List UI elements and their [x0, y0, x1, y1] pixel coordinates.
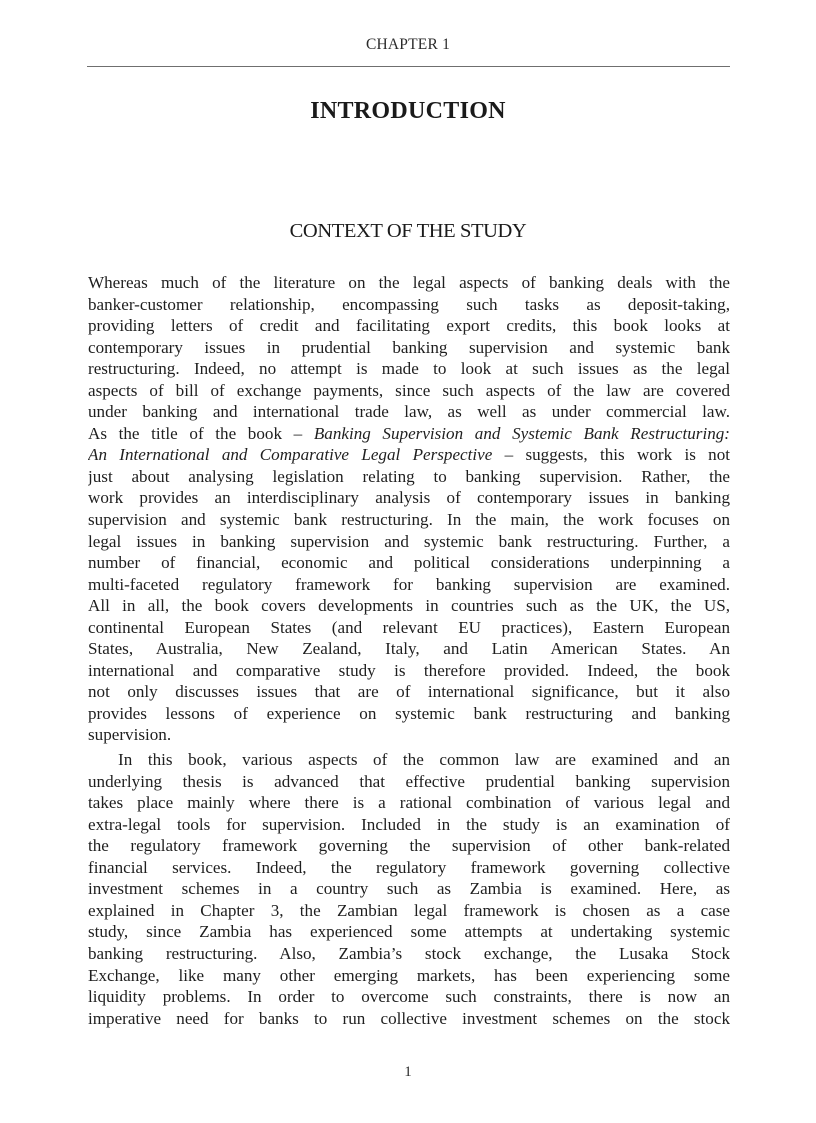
text-line: liquidity problems. In order to overcome such constraints, there is now an — [88, 987, 730, 1007]
text-line: Whereas much of the literature on the legal aspects of banking deals with the — [88, 273, 730, 292]
body-text — [88, 272, 730, 1029]
section-title: CONTEXT OF THE STUDY — [289, 220, 527, 242]
text-line: continental European States (and relevant EU practices), Eastern European — [88, 617, 730, 637]
text-line: multi-faceted regulatory framework for banking supervision are examined. — [88, 574, 730, 594]
text-line: takes place mainly where there is a rational combination of various legal and — [88, 793, 730, 813]
chapter-title: INTRODUCTION — [310, 98, 506, 124]
page-number: 1 — [404, 1064, 412, 1080]
text-line: financial services. Indeed, the regulatory framework governing collective — [88, 857, 730, 877]
text-line: States, Australia, New Zealand, Italy, and Latin American States. An — [88, 639, 730, 659]
text-line: supervision and systemic bank restructuring. In the main, the work focuses on — [88, 510, 730, 530]
text-line: study, since Zambia has experienced some attempts at undertaking systemic — [88, 922, 730, 942]
text-line: aspects of bill of exchange payments, since such aspects of the law are covered — [88, 380, 730, 400]
text-line: international and comparative study is therefore provided. Indeed, the book — [88, 660, 730, 680]
text-line: providing letters of credit and facilitating export credits, this book looks at — [88, 316, 730, 336]
text-line: under banking and international trade law, as well as under commercial law. — [88, 402, 730, 422]
text-line: supervision. — [88, 725, 172, 745]
text-line: banking restructuring. Also, Zambia’s stock exchange, the Lusaka Stock — [88, 943, 730, 963]
text-line: legal issues in banking supervision and systemic bank restructuring. Further, a — [88, 531, 730, 551]
text-line: the regulatory framework governing the supervision of other bank-related — [88, 836, 730, 856]
header-rule — [87, 66, 730, 67]
text-line: provides lessons of experience on systemic bank restructuring and banking — [88, 703, 730, 723]
text-line: underlying thesis is advanced that effective prudential banking supervision — [88, 771, 730, 791]
text-line: As the title of the book – Banking Supervision and Systemic Bank Restructuring: — [88, 423, 730, 443]
text-line: extra-legal tools for supervision. Included in the study is an examination of — [88, 814, 730, 834]
text-line: investment schemes in a country such as Zambia is examined. Here, as — [88, 879, 730, 899]
paragraph — [88, 272, 730, 746]
book-title-italic: Banking Supervision and Systemic Bank Restructuring: — [313, 423, 730, 443]
book-title-italic: An International and Comparative Legal Perspective — [88, 445, 493, 465]
text-line: banker-customer relationship, encompassing such tasks as deposit-taking, — [88, 294, 730, 314]
running-head: CHAPTER 1 — [365, 36, 451, 53]
text-line: imperative need for banks to run collective investment schemes on the stock — [88, 1008, 730, 1028]
text-line: just about analysing legislation relating to banking supervision. Rather, the — [88, 466, 730, 486]
text-line: explained in Chapter 3, the Zambian legal framework is chosen as a case — [88, 900, 730, 920]
text-line: number of financial, economic and political considerations underpinning a — [88, 553, 730, 573]
paragraph — [88, 749, 730, 1029]
text-line: Exchange, like many other emerging markets, has been experiencing some — [88, 965, 730, 985]
text-line: restructuring. Indeed, no attempt is made to look at such issues as the legal — [88, 359, 730, 379]
text-line: not only discusses issues that are of international significance, but it also — [88, 682, 730, 702]
text-line: An International and Comparative Legal Perspective – suggests, this work is not — [88, 445, 730, 465]
text-line: In this book, various aspects of the common law are examined and an — [118, 750, 730, 770]
text-line: All in all, the book covers developments in countries such as the UK, the US, — [88, 596, 730, 616]
text-line: work provides an interdisciplinary analysis of contemporary issues in banking — [88, 488, 730, 508]
text-line: contemporary issues in prudential banking supervision and systemic bank — [88, 337, 730, 357]
